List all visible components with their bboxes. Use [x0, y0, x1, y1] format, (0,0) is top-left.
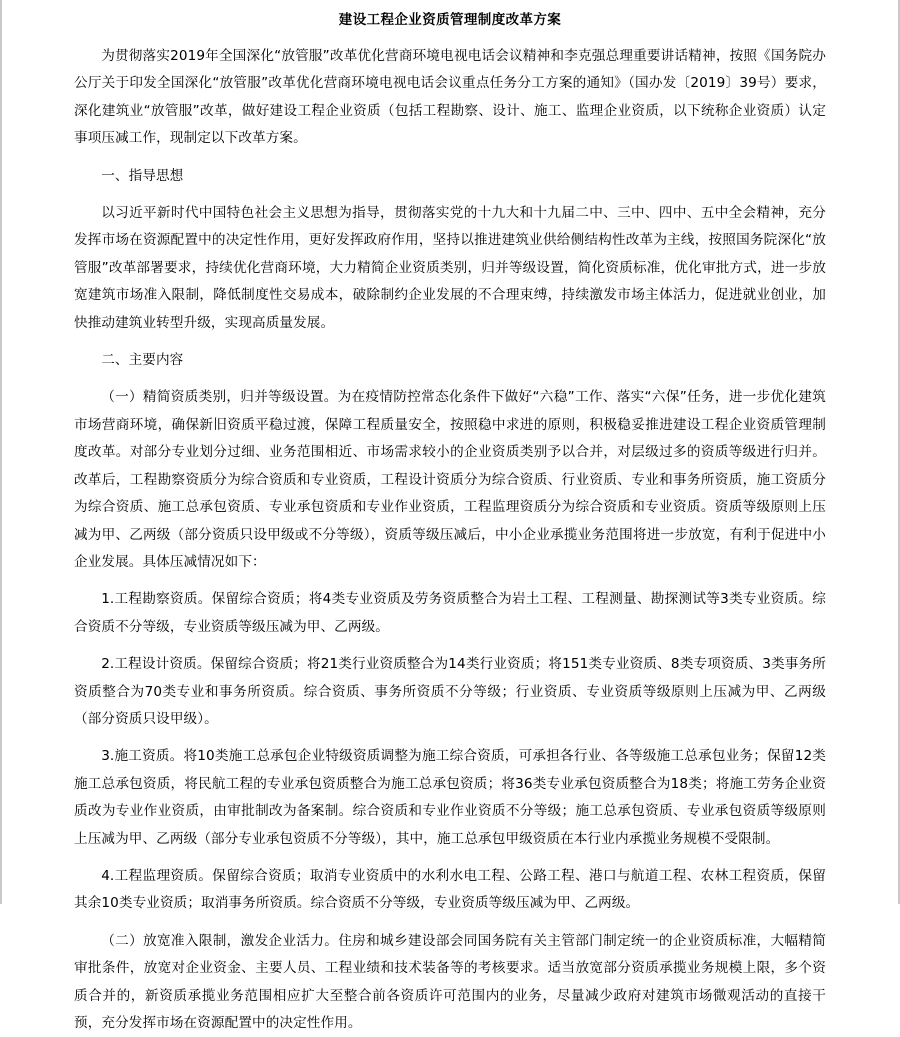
paragraph-item-one-sub-3: 3.施工资质。将10类施工总承包企业特级资质调整为施工综合资质，可承担各行业、各等级施工总承包业务；保留12类施工总承包资质，将民航工程的专业承包资质整合为施工总承包资质；将36类专业承包资质整合为18类；将施工劳务企业资质改为专业作业资质，由审批制改为备案制。综合资质和专业作业资质不分等级；施工总承包资质、专业承包资质等级原则上压减为甲、乙两级（部分专业承包资质不分等级），其中，施工总承包甲级资质在本行业内承揽业务规模不受限制。 — [74, 748, 826, 847]
page-title: 建设工程企业资质管理制度改革方案 — [338, 12, 562, 28]
paragraph-item-two: （二）放宽准入限制，激发企业活力。住房和城乡建设部会同国务院有关主管部门制定统一的企业资质标准，大幅精简审批条件，放宽对企业资金、主要人员、工程业绩和技术装备等的考核要求。适当放宽部分资质承揽业务规模上限，多个资质合并的，新资质承揽业务范围相应扩大至整合前各资质许可范围内的业务，尽量减少政府对建筑市场微观活动的直接干预，充分发挥市场在资源配置中的决定性作用。 — [74, 932, 826, 1031]
paragraph-item-one-sub-4: 4.工程监理资质。保留综合资质；取消专业资质中的水利水电工程、公路工程、港口与航道工程、农林工程资质，保留其余10类专业资质；取消事务所资质。综合资质不分等级，专业资质等级压减为甲、乙两级。 — [74, 867, 826, 912]
paragraph-item-one: （一）精简资质类别，归并等级设置。为在疫情防控常态化条件下做好“六稳”工作、落实“六保”任务，进一步优化建筑市场营商环境，确保新旧资质平稳过渡，保障工程质量安全，按照稳中求进的原则，积极稳妥推进建设工程企业资质管理制度改革。对部分专业划分过细、业务范围相近、市场需求较小的企业资质类别予以合并，对层级过多的资质等级进行归并。改革后，工程勘察资质分为综合资质和专业资质，工程设计资质分为综合资质、行业资质、专业和事务所资质，施工资质分为综合资质、施工总承包资质、专业承包资质和专业作业资质，工程监理资质分为综合资质和专业资质。资质等级原则上压减为甲、乙两级（部分资质只设甲级或不分等级），资质等级压减后，中小企业承揽业务范围将进一步放宽，有利于促进中小企业发展。具体压减情况如下： — [74, 389, 826, 570]
paragraph-item-one-sub-2: 2.工程设计资质。保留综合资质；将21类行业资质整合为14类行业资质；将151类专业资质、8类专项资质、3类事务所资质整合为70类专业和事务所资质。综合资质、事务所资质不分等级；行业资质、专业资质等级原则上压减为甲、乙两级（部分资质只设甲级）。 — [74, 656, 826, 727]
paragraph-item-one-sub-1: 1.工程勘察资质。保留综合资质；将4类专业资质及劳务资质整合为岩土工程、工程测量、勘探测试等3类专业资质。综合资质不分等级，专业资质等级压减为甲、乙两级。 — [74, 591, 826, 635]
paragraph-guiding-thought-body: 以习近平新时代中国特色社会主义思想为指导，贯彻落实党的十九大和十九届二中、三中、四中、五中全会精神，充分发挥市场在资源配置中的决定性作用，更好发挥政府作用，坚持以推进建筑业供给侧结构性改革为主线，按照国务院深化“放管服”改革部署要求，持续优化营商环境，大力精简企业资质类别，归并等级设置，简化资质标准，优化审批方式，进一步放宽建筑市场准入限制，降低制度性交易成本，破除制约企业发展的不合理束缚，持续激发市场主体活力，促进就业创业，加快推动建筑业转型升级，实现高质量发展。 — [74, 205, 826, 331]
page-content — [2, 0, 898, 1037]
section-heading-guiding-thought: 一、指导思想 — [101, 167, 184, 184]
paragraph-preamble: 为贯彻落实2019年全国深化“放管服”改革优化营商环境电视电话会议精神和李克强总理重要讲话精神，按照《国务院办公厅关于印发全国深化“放管服”改革优化营商环境电视电话会议重点任务分工方案的通知》（国办发〔2019〕39号）要求，深化建筑业“放管服”改革，做好建设工程企业资质（包括工程勘察、设计、施工、监理企业资质，以下统称企业资质）认定事项压减工作，现制定以下改革方案。 — [74, 48, 826, 147]
section-heading-main-content: 二、主要内容 — [101, 352, 184, 369]
